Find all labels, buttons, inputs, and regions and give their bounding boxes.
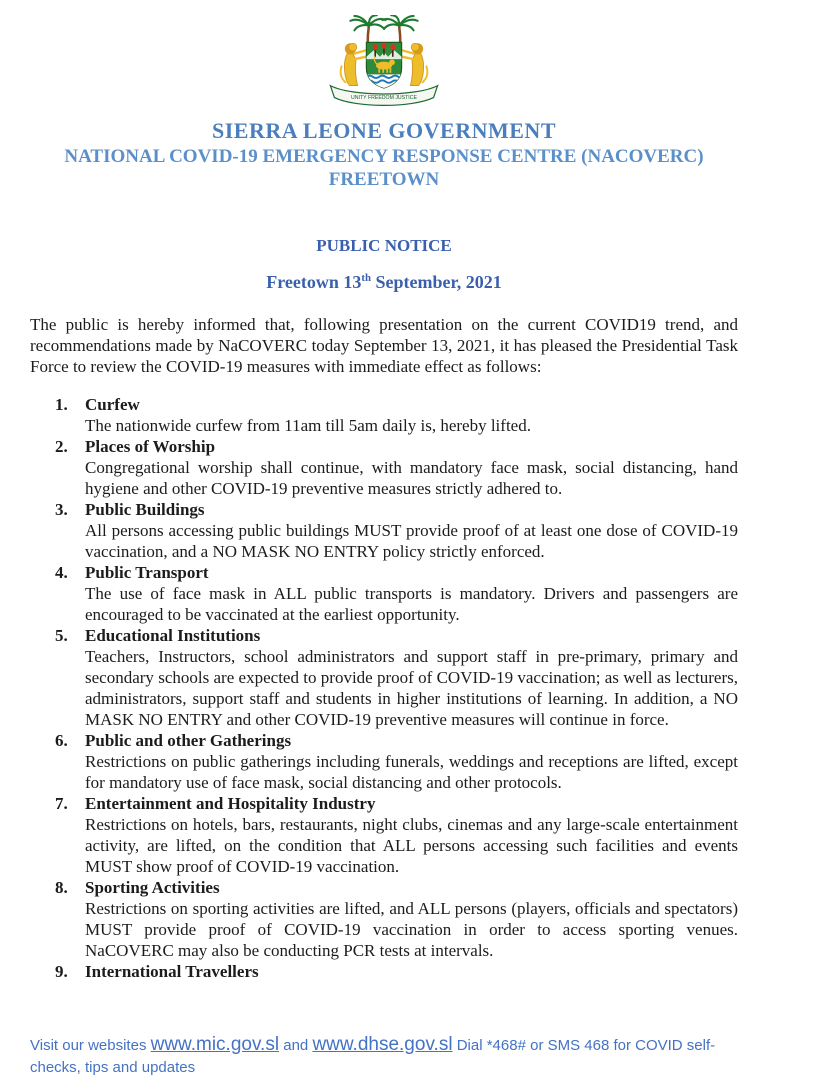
footer-link-dhse[interactable]: www.dhse.gov.sl: [312, 1034, 453, 1055]
notice-title: PUBLIC NOTICE: [316, 236, 452, 255]
list-item: [30, 499, 738, 562]
item-title: Sporting Activities: [85, 878, 220, 897]
footer-text-middle: and: [279, 1037, 313, 1054]
item-title: Entertainment and Hospitality Industry: [85, 794, 376, 813]
government-title: SIERRA LEONE GOVERNMENT: [211, 118, 556, 143]
list-item: [30, 436, 738, 499]
list-item: [30, 625, 738, 730]
list-item: [30, 793, 738, 877]
item-body: All persons accessing public buildings MUST provide proof of at least one dose of COVID-19 vaccination, and a NO MASK NO ENTRY policy strictly enforced.: [85, 521, 738, 561]
supporter-lion-left: [341, 43, 366, 85]
item-number: 5.: [55, 626, 68, 645]
footer-text-suffix: Dial *468# or SMS 468 for COVID self-checks, tips and updates: [30, 1037, 716, 1076]
item-title: Educational Institutions: [85, 626, 261, 645]
notice-date-ordinal: th: [361, 272, 371, 284]
list-item: [30, 730, 738, 793]
centre-title: NATIONAL COVID-19 EMERGENCY RESPONSE CENTRE (NACOVERC): [64, 146, 704, 167]
intro-paragraph: The public is hereby informed that, following presentation on the current COVID19 trend, and recommendations made by NaCOVERC today September 13, 2021, it has pleased the Presidential Task Force to review the COVID-19 measures with immediate effect as follows:: [30, 315, 738, 376]
measures-list: [30, 394, 738, 982]
item-number: 6.: [55, 731, 68, 750]
sierra-leone-coat-of-arms-icon: [324, 15, 444, 113]
item-body: Restrictions on hotels, bars, restaurants, night clubs, cinemas and any large-scale entertainment activity, are lifted, on the condition that ALL persons accessing such facilities and events MUST show proof of COVID-19 vaccination.: [85, 815, 738, 876]
item-title: Public Buildings: [85, 500, 205, 519]
item-title: Public Transport: [85, 563, 209, 582]
item-number: 1.: [55, 395, 68, 414]
item-number: 9.: [55, 962, 68, 981]
item-number: 8.: [55, 878, 68, 897]
item-number: 3.: [55, 500, 68, 519]
notice-date-day: Freetown 13: [266, 272, 362, 292]
item-body: The use of face mask in ALL public transports is mandatory. Drivers and passengers are encouraged to be vaccinated at the earliest opportunity.: [85, 584, 738, 624]
supporter-lion-right: [402, 43, 427, 85]
item-title: Places of Worship: [85, 437, 216, 456]
page-footer: [30, 1034, 724, 1079]
motto-text: UNITY FREEDOM JUSTICE: [351, 95, 417, 102]
footer-text-prefix: Visit our websites: [30, 1037, 151, 1054]
footer-link-mic[interactable]: www.mic.gov.sl: [150, 1034, 280, 1055]
item-title: Public and other Gatherings: [85, 731, 292, 750]
item-number: 4.: [55, 563, 68, 582]
list-item: [30, 394, 738, 436]
item-title: International Travellers: [85, 962, 259, 981]
list-item: [30, 961, 738, 982]
city-title: FREETOWN: [328, 169, 440, 190]
item-body: Congregational worship shall continue, with mandatory face mask, social distancing, hand hygiene and other COVID-19 preventive measures strictly adhered to.: [85, 458, 738, 498]
list-item: [30, 562, 738, 625]
item-number: 7.: [55, 794, 68, 813]
notice-date: [30, 272, 738, 293]
notice-date-month-year: September, 2021: [370, 272, 502, 292]
item-body: Restrictions on public gatherings including funerals, weddings and receptions are lifted, except for mandatory use of face mask, social distancing and other protocols.: [85, 752, 738, 792]
list-item: [30, 877, 738, 961]
item-body: Teachers, Instructors, school administrators and support staff in pre-primary, primary and secondary schools are expected to provide proof of COVID-19 vaccination; as well as lecturers, administrators, support staff and students in higher institutions of learning. In addition, a NO MASK NO ENTRY and other COVID-19 preventive measures will continue in force.: [85, 647, 738, 729]
item-body: Restrictions on sporting activities are lifted, and ALL persons (players, officials and spectators) MUST provide proof of COVID-19 vaccination in order to access sporting venues. NaCOVERC may also be conducting PCR tests at intervals.: [85, 899, 738, 960]
item-title: Curfew: [85, 395, 140, 414]
item-body: The nationwide curfew from 11am till 5am daily is, hereby lifted.: [85, 416, 531, 435]
item-number: 2.: [55, 437, 68, 456]
